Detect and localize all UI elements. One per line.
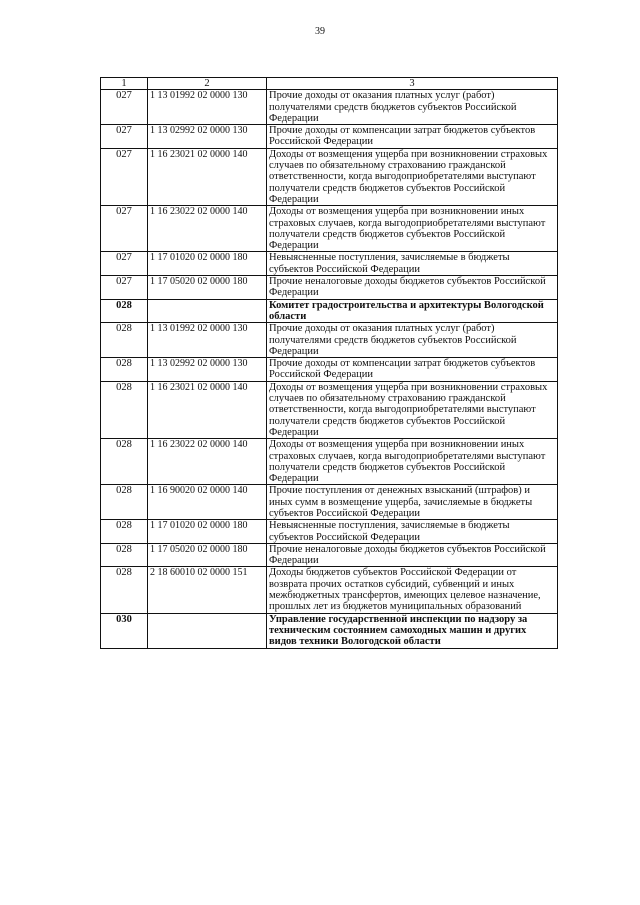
- revenue-description-cell: Доходы бюджетов субъектов Российской Федерации от возврата прочих остатков субсидий, субвенций и иных межбюджетных трансфертов, имеющих целевое назначение, прошлых лет из бюджетов муниципальных образований: [267, 567, 558, 613]
- table-section-row: [101, 299, 558, 323]
- table-row: [101, 543, 558, 567]
- admin-code-cell: 027: [101, 276, 148, 300]
- table-row: [101, 90, 558, 125]
- revenue-description-cell: Невыясненные поступления, зачисляемые в бюджеты субъектов Российской Федерации: [267, 252, 558, 276]
- table-row: [101, 485, 558, 520]
- admin-code-cell: 027: [101, 125, 148, 149]
- revenue-description-cell: Прочие доходы от компенсации затрат бюджетов субъектов Российской Федерации: [267, 125, 558, 149]
- revenue-code-cell: 1 13 01992 02 0000 130: [148, 323, 267, 358]
- revenue-description-cell: Прочие неналоговые доходы бюджетов субъектов Российской Федерации: [267, 543, 558, 567]
- admin-code-cell: 028: [101, 567, 148, 613]
- admin-code-cell: 030: [101, 613, 148, 648]
- admin-code-cell: 028: [101, 543, 148, 567]
- revenue-description-cell: Доходы от возмещения ущерба при возникновении страховых случаев по обязательному страхованию гражданской ответственности, когда выгодоприобретателями выступают получатели средств бюджетов субъектов Российской Федерации: [267, 381, 558, 438]
- table-row: [101, 276, 558, 300]
- budget-revenue-table: [100, 77, 558, 649]
- admin-code-cell: 028: [101, 323, 148, 358]
- admin-code-cell: 028: [101, 358, 148, 382]
- revenue-description-cell: Прочие доходы от оказания платных услуг (работ) получателями средств бюджетов субъектов Российской Федерации: [267, 323, 558, 358]
- revenue-code-cell: 1 13 02992 02 0000 130: [148, 358, 267, 382]
- page-number: 39: [315, 26, 325, 37]
- header-col-3: 3: [267, 78, 558, 90]
- header-col-1: 1: [101, 78, 148, 90]
- table-row: [101, 520, 558, 544]
- revenue-code-cell: 1 17 01020 02 0000 180: [148, 252, 267, 276]
- table-body: [101, 90, 558, 648]
- table-row: [101, 125, 558, 149]
- admin-code-cell: 027: [101, 206, 148, 252]
- revenue-code-cell: 1 13 02992 02 0000 130: [148, 125, 267, 149]
- revenue-code-cell: 1 16 23021 02 0000 140: [148, 381, 267, 438]
- table-row: [101, 206, 558, 252]
- table-row: [101, 252, 558, 276]
- revenue-description-cell: Невыясненные поступления, зачисляемые в бюджеты субъектов Российской Федерации: [267, 520, 558, 544]
- table-row: [101, 323, 558, 358]
- revenue-code-cell: 1 16 23022 02 0000 140: [148, 206, 267, 252]
- revenue-description-cell: Прочие поступления от денежных взысканий (штрафов) и иных сумм в возмещение ущерба, зачисляемые в бюджеты субъектов Российской Федерации: [267, 485, 558, 520]
- revenue-code-cell: 1 16 23022 02 0000 140: [148, 439, 267, 485]
- revenue-code-cell: 1 16 90020 02 0000 140: [148, 485, 267, 520]
- revenue-description-cell: Управление государственной инспекции по надзору за техническим состоянием самоходных машин и других видов техники Вологодской области: [267, 613, 558, 648]
- revenue-code-cell: 1 16 23021 02 0000 140: [148, 148, 267, 205]
- admin-code-cell: 028: [101, 439, 148, 485]
- header-col-2: 2: [148, 78, 267, 90]
- table-row: [101, 567, 558, 613]
- revenue-description-cell: Доходы от возмещения ущерба при возникновении иных страховых случаев, когда выгодоприобретателями выступают получатели средств бюджетов субъектов Российской Федерации: [267, 439, 558, 485]
- revenue-description-cell: Прочие неналоговые доходы бюджетов субъектов Российской Федерации: [267, 276, 558, 300]
- revenue-code-cell: 1 13 01992 02 0000 130: [148, 90, 267, 125]
- admin-code-cell: 028: [101, 485, 148, 520]
- admin-code-cell: 028: [101, 520, 148, 544]
- admin-code-cell: 027: [101, 252, 148, 276]
- table-row: [101, 358, 558, 382]
- revenue-description-cell: Прочие доходы от компенсации затрат бюджетов субъектов Российской Федерации: [267, 358, 558, 382]
- revenue-description-cell: Прочие доходы от оказания платных услуг (работ) получателями средств бюджетов субъектов Российской Федерации: [267, 90, 558, 125]
- revenue-code-cell: [148, 613, 267, 648]
- table-row: [101, 381, 558, 438]
- admin-code-cell: 028: [101, 299, 148, 323]
- header-row: [101, 78, 558, 90]
- revenue-description-cell: Комитет градостроительства и архитектуры Вологодской области: [267, 299, 558, 323]
- revenue-code-cell: 1 17 05020 02 0000 180: [148, 543, 267, 567]
- table-row: [101, 439, 558, 485]
- revenue-code-cell: 1 17 01020 02 0000 180: [148, 520, 267, 544]
- revenue-description-cell: Доходы от возмещения ущерба при возникновении страховых случаев по обязательному страхованию гражданской ответственности, когда выгодоприобретателями выступают получатели средств бюджетов субъектов Российской Федерации: [267, 148, 558, 205]
- admin-code-cell: 028: [101, 381, 148, 438]
- admin-code-cell: 027: [101, 90, 148, 125]
- revenue-description-cell: Доходы от возмещения ущерба при возникновении иных страховых случаев, когда выгодоприобретателями выступают получатели средств бюджетов субъектов Российской Федерации: [267, 206, 558, 252]
- table-row: [101, 148, 558, 205]
- table-section-row: [101, 613, 558, 648]
- admin-code-cell: 027: [101, 148, 148, 205]
- revenue-code-cell: [148, 299, 267, 323]
- revenue-code-cell: 1 17 05020 02 0000 180: [148, 276, 267, 300]
- revenue-code-cell: 2 18 60010 02 0000 151: [148, 567, 267, 613]
